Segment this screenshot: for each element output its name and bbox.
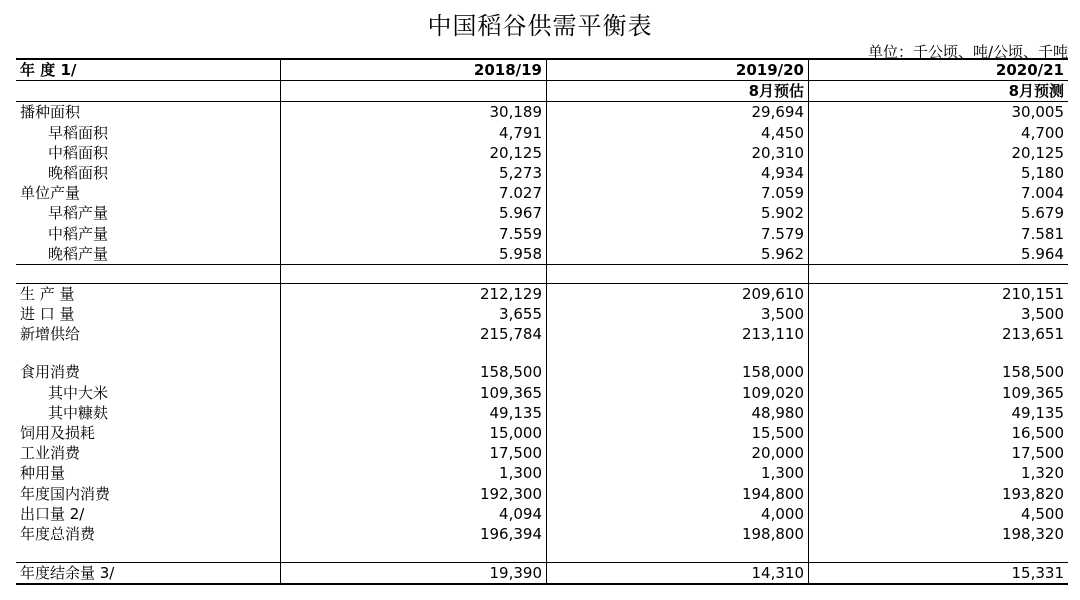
row-value: 20,310 xyxy=(546,143,808,163)
row-value: 4,450 xyxy=(546,123,808,143)
row-value: 5.967 xyxy=(280,203,546,223)
table-row xyxy=(16,244,1068,264)
row-value: 198,800 xyxy=(546,524,808,544)
row-value: 5,180 xyxy=(808,163,1068,183)
row-value: 213,110 xyxy=(546,324,808,344)
row-label: 早稻面积 xyxy=(48,123,109,142)
spacer-cell xyxy=(808,544,1068,562)
subheader-empty xyxy=(16,81,280,101)
spacer-cell xyxy=(16,344,280,362)
row-label: 年度国内消费 xyxy=(20,484,111,503)
row-value: 212,129 xyxy=(280,284,546,304)
row-label: 出口量 2/ xyxy=(20,504,85,523)
row-value: 1,300 xyxy=(280,463,546,483)
spacer-cell xyxy=(16,265,280,283)
row-value: 215,784 xyxy=(280,324,546,344)
table-row xyxy=(16,362,1068,382)
table-row xyxy=(16,423,1068,443)
row-label: 晚稻产量 xyxy=(48,244,109,263)
table-row xyxy=(16,304,1068,324)
spacer-cell xyxy=(546,544,808,562)
spacer-cell xyxy=(546,344,808,362)
table-row xyxy=(16,163,1068,183)
row-value: 109,365 xyxy=(280,383,546,403)
table-row xyxy=(16,463,1068,483)
row-value: 4,791 xyxy=(280,123,546,143)
subheader-2018-19 xyxy=(280,81,546,101)
column-header-2019-20: 2019/20 xyxy=(546,60,808,80)
row-value: 5.964 xyxy=(808,244,1068,264)
row-label: 年度结余量 3/ xyxy=(20,564,115,583)
row-value: 30,005 xyxy=(808,102,1068,122)
row-label: 晚稻面积 xyxy=(48,163,109,182)
spacer-cell xyxy=(808,344,1068,362)
row-label: 种用量 xyxy=(20,464,66,483)
row-value: 15,500 xyxy=(546,423,808,443)
row-value: 3,500 xyxy=(808,304,1068,324)
row-value: 29,694 xyxy=(546,102,808,122)
row-value: 3,655 xyxy=(280,304,546,324)
table-row xyxy=(16,443,1068,463)
table-row xyxy=(16,143,1068,163)
row-label: 早稻产量 xyxy=(48,204,109,223)
table-row xyxy=(16,224,1068,244)
spacer-cell xyxy=(808,265,1068,283)
row-label: 其中糠麸 xyxy=(48,403,109,422)
row-label: 单位产量 xyxy=(20,184,81,203)
table-subheader-row xyxy=(16,81,1068,102)
row-value: 17,500 xyxy=(808,443,1068,463)
spacer-cell xyxy=(280,544,546,562)
row-value: 5,273 xyxy=(280,163,546,183)
row-label: 新增供给 xyxy=(20,325,81,344)
row-value: 196,394 xyxy=(280,524,546,544)
table-row xyxy=(16,504,1068,524)
row-value: 4,934 xyxy=(546,163,808,183)
row-value: 4,500 xyxy=(808,504,1068,524)
row-value: 7.559 xyxy=(280,224,546,244)
row-value: 213,651 xyxy=(808,324,1068,344)
table-row xyxy=(16,102,1068,122)
row-value: 198,320 xyxy=(808,524,1068,544)
table-row xyxy=(16,324,1068,344)
page-title: 中国稻谷供需平衡表 xyxy=(427,12,653,40)
row-value: 209,610 xyxy=(546,284,808,304)
row-value: 7.059 xyxy=(546,183,808,203)
row-value: 15,000 xyxy=(280,423,546,443)
table-header-row xyxy=(16,58,1068,81)
row-value: 5.958 xyxy=(280,244,546,264)
row-value: 20,125 xyxy=(808,143,1068,163)
row-label: 其中大米 xyxy=(48,383,109,402)
spacer-cell xyxy=(16,544,280,562)
row-value: 49,135 xyxy=(808,403,1068,423)
spacer-cell xyxy=(280,265,546,283)
row-value: 7.581 xyxy=(808,224,1068,244)
row-label: 进 口 量 xyxy=(20,305,75,324)
table-spacer-row xyxy=(16,344,1068,362)
row-value: 4,094 xyxy=(280,504,546,524)
row-value: 7.004 xyxy=(808,183,1068,203)
table-row xyxy=(16,383,1068,403)
row-value: 17,500 xyxy=(280,443,546,463)
row-value: 48,980 xyxy=(546,403,808,423)
subheader-2019-20: 8月预估 xyxy=(546,81,808,101)
row-value: 210,151 xyxy=(808,284,1068,304)
table-row xyxy=(16,203,1068,223)
row-value: 1,320 xyxy=(808,463,1068,483)
table-row xyxy=(16,403,1068,423)
row-value: 7.579 xyxy=(546,224,808,244)
row-value: 19,390 xyxy=(280,563,546,583)
row-value: 5.679 xyxy=(808,203,1068,223)
table-row xyxy=(16,123,1068,143)
row-value: 4,700 xyxy=(808,123,1068,143)
row-value: 7.027 xyxy=(280,183,546,203)
table-separator-row xyxy=(16,264,1068,283)
spacer-cell xyxy=(280,344,546,362)
table-row xyxy=(16,183,1068,203)
row-value: 194,800 xyxy=(546,484,808,504)
table-row xyxy=(16,283,1068,304)
row-value: 49,135 xyxy=(280,403,546,423)
row-value: 158,000 xyxy=(546,362,808,382)
row-value: 20,000 xyxy=(546,443,808,463)
row-value: 16,500 xyxy=(808,423,1068,443)
row-label: 年度总消费 xyxy=(20,524,96,543)
row-label: 播种面积 xyxy=(20,103,81,122)
table-row xyxy=(16,484,1068,504)
row-value: 5.902 xyxy=(546,203,808,223)
row-value: 30,189 xyxy=(280,102,546,122)
row-value: 4,000 xyxy=(546,504,808,524)
row-value: 109,020 xyxy=(546,383,808,403)
row-value: 14,310 xyxy=(546,563,808,583)
row-value: 15,331 xyxy=(808,563,1068,583)
row-value: 5.962 xyxy=(546,244,808,264)
row-value: 20,125 xyxy=(280,143,546,163)
row-label: 生 产 量 xyxy=(20,284,75,303)
table-row xyxy=(16,524,1068,544)
table-spacer-row xyxy=(16,544,1068,562)
spacer-cell xyxy=(546,265,808,283)
row-label: 饲用及损耗 xyxy=(20,424,96,442)
column-header-2020-21: 2020/21 xyxy=(808,60,1068,80)
row-value: 193,820 xyxy=(808,484,1068,504)
row-label: 食用消费 xyxy=(20,363,81,382)
column-header-label: 年 度 1/ xyxy=(20,61,77,79)
table-row-ending-stocks xyxy=(16,562,1068,585)
row-label: 中稻面积 xyxy=(48,143,109,162)
row-value: 158,500 xyxy=(808,362,1068,382)
row-value: 3,500 xyxy=(546,304,808,324)
supply-demand-table xyxy=(16,58,1068,585)
unit-note: 单位：千公顷、吨/公顷、千吨 xyxy=(867,43,1068,61)
row-value: 158,500 xyxy=(280,362,546,382)
row-value: 192,300 xyxy=(280,484,546,504)
subheader-2020-21: 8月预测 xyxy=(808,81,1068,101)
row-label: 工业消费 xyxy=(20,444,81,463)
row-value: 109,365 xyxy=(808,383,1068,403)
row-value: 1,300 xyxy=(546,463,808,483)
row-label: 中稻产量 xyxy=(48,224,109,243)
column-header-2018-19: 2018/19 xyxy=(280,60,546,80)
